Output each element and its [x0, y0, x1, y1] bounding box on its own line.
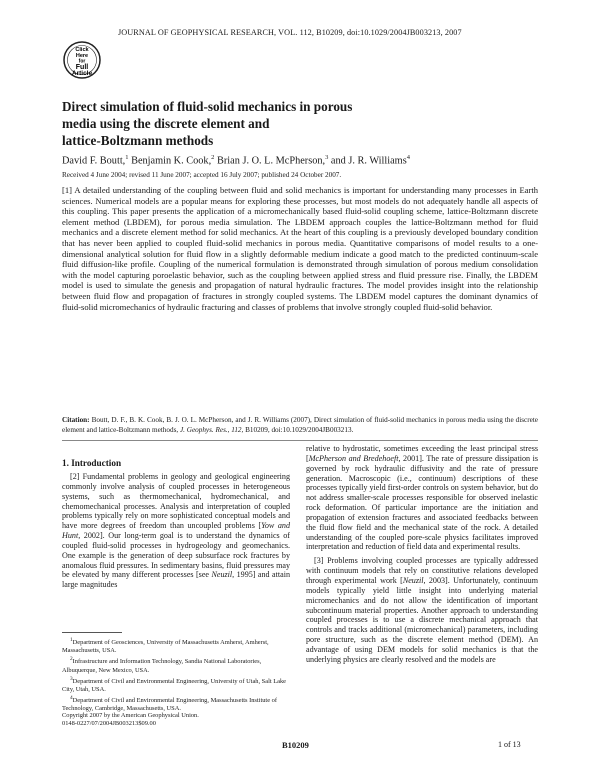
- svg-text:for: for: [78, 58, 86, 65]
- left-column-text: [62, 472, 290, 590]
- paragraph: [2] Fundamental problems in geology and geological engineering commonly involve analysis of coupled processes in heterogeneous systems, such as thermomechanical, hydromechanical, and chemomechanical processes. Analysis and interpretation of coupled problems typically rely on more sophisticated conceptual models and have more degrees of freedom than uncoupled problems [Yow and Hunt, 2002]. Our long-term goal is to understand the dynamics of coupled fluid-solid processes in hydrogeology and geomechanics. One example is the generation of deep subsurface rock fractures by anomalous fluid pressures. In sedimentary basins, fluid pressures may be elevated by many different processes [see Neuzil, 1995] and attain large magnitudes: [62, 472, 290, 590]
- divider: [62, 440, 538, 441]
- svg-text:Full: Full: [75, 64, 89, 71]
- footnote: $^4$Department of Civil and Environmental Engineering, Massachusetts Institute of Technology, Cambridge, Massachusetts, USA.: [62, 694, 277, 713]
- author-list: David F. Boutt,$^1$ Benjamin K. Cook,$^2$ Brian J. O. L. McPherson,$^3$ and J. R. Williams$^4$: [62, 154, 410, 167]
- publication-dates: Received 4 June 2004; revised 11 June 2007; accepted 16 July 2007; published 24 October 2007.: [62, 171, 342, 179]
- svg-text:Article: Article: [71, 70, 93, 77]
- footnote: $^3$Department of Civil and Environmental Engineering, University of Utah, Salt Lake City, Utah, USA.: [62, 675, 286, 693]
- svg-text:Here: Here: [75, 53, 89, 59]
- paper-title: Direct simulation of fluid-solid mechanics in porous media using the discrete element and lattice-Boltzmann methods: [62, 99, 353, 148]
- click-here-full-article-logo[interactable]: [62, 40, 102, 80]
- right-column-text: [306, 444, 538, 665]
- citation: Citation: Boutt, D. F., B. K. Cook, B. J. O. L. McPherson, and J. R. Williams (2007), Direct simulation of fluid-solid mechanics in porous media using the discrete element and lattice-Boltzmann methods, J. Geophys. Res., 112, B10209, doi:10.1029/2004JB003213.: [62, 416, 538, 434]
- journal-header: JOURNAL OF GEOPHYSICAL RESEARCH, VOL. 112, B10209, doi:10.1029/2004JB003213, 2007: [118, 28, 462, 37]
- full-article-badge-icon: [62, 40, 102, 80]
- footnote-rule: [62, 632, 122, 633]
- citation-label: Citation:: [62, 416, 90, 424]
- abstract: [1] A detailed understanding of the coupling between fluid and solid mechanics is important for understanding many processes in Earth sciences. Numerical models are a popular means for exploring these processes, but most models do not adequately handle all aspects of this coupling. This paper presents the application of a micromechanically based fluid-solid coupling scheme, lattice-Boltzmann discrete element method (LBDEM), for porous media simulation. The LBDEM approach couples the lattice-Boltzmann method for fluid mechanics and a discrete element method for solid mechanics. At the heart of this coupling is a previously developed boundary condition that has never been applied to coupled fluid-solid mechanics in porous media. Quantitative comparisons of model results to a one-dimensional analytical solution for fluid flow in a slightly deformable medium indicate a good match to the predicted continuum-scale fluid diffusion-like profile. Coupling of the numerical formulation is demonstrated through simulation of porous medium consolidation with the model capturing poroelastic behavior, such as the coupling between applied stress and fluid pressure rise. Finally, the LBDEM model is used to simulate the genesis and propagation of natural hydraulic fractures. The model provides insight into the relationship between fluid flow and propagation of fractures in strongly coupled systems. The LBDEM model captures the dominant dynamics of fluid-solid micromechanics of hydraulic fracturing and classes of problems that involve strongly coupled fluid-solid behavior.: [62, 185, 538, 312]
- page-code: B10209: [282, 740, 309, 750]
- page-number: 1 of 13: [498, 740, 521, 749]
- svg-text:Click: Click: [75, 47, 89, 53]
- paragraph-marker: [1]: [62, 185, 72, 195]
- paragraph: relative to hydrostatic, sometimes exceeding the least principal stress [McPherson and Bredehoeft, 2001]. The rate of pressure dissipation is governed by rock hydraulic diffusivity and the rate of pressure generation. Macroscopic (i.e., continuum) descriptions of these processes typically yield first-order controls on system behavior, but do not address smaller-scale processes responsible for observed inelastic rock deformation. Of particular importance are the initiation and propagation of extension fractures and associated feedbacks between the fluid flow field and the mechanical state of the rock. A detailed understanding of the coupled pore-scale physics facilitates improved interpretation and reduction of field data and experimental results.: [306, 444, 538, 552]
- footnote: $^2$Infrastructure and Information Technology, Sandia National Laboratories, Albuquerque, New Mexico, USA.: [62, 656, 262, 674]
- footnote: $^1$Department of Geosciences, University of Massachusetts Amherst, Amherst, Massachusetts, USA.: [62, 637, 269, 655]
- copyright-notice: Copyright 2007 by the American Geophysical Union. 0148-0227/07/2004JB003213$09.00: [62, 712, 199, 727]
- paragraph: [3] Problems involving coupled processes are typically addressed with continuum models that rely on constitutive relations developed through experimental work [Neuzil, 2003]. Unfortunately, continuum models typically yield little insight into underlying material micromechanics and do not allow the identification of important subcontinuum material properties. Another approach to understanding coupled processes is to use a discrete mechanical approach that controls and tracks additional (micromechanical) parameters, including pore structure, such as the discrete element method (DEM). An advantage of using DEM models for solid mechanics is that the underlying physics are clearly resolved and the models are: [306, 556, 538, 664]
- section-heading: 1. Introduction: [62, 458, 122, 468]
- affiliation-footnotes: [62, 636, 290, 713]
